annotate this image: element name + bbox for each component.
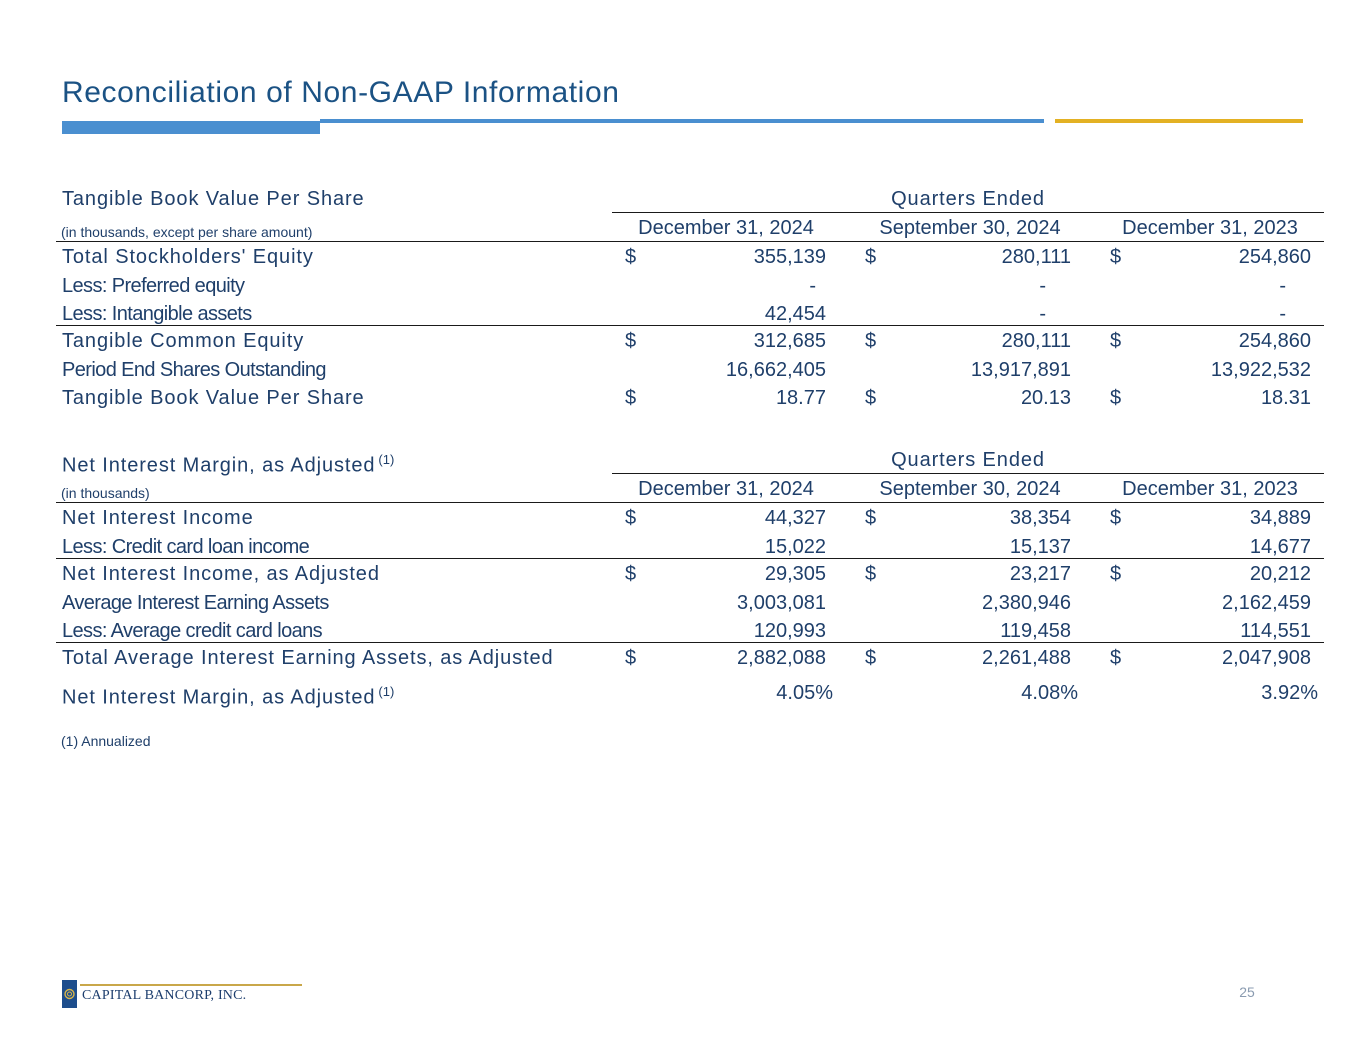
nim-note: (in thousands) (61, 485, 150, 501)
row-label: Less: Intangible assets (62, 303, 252, 325)
tbv-col-header: December 31, 2024 (638, 217, 814, 239)
nim-heading-text: Net Interest Margin, as Adjusted (62, 454, 376, 477)
cell-value: 2,261,488 (982, 647, 1071, 669)
cell-value: 13,922,532 (1210, 359, 1311, 381)
row-label-sup: (1) (378, 684, 395, 699)
currency-sign: $ (1110, 563, 1122, 585)
logo-divider (80, 984, 302, 986)
cell-value: 280,111 (1001, 246, 1071, 268)
cell-value: 254,860 (1238, 246, 1311, 268)
subtotal-rule (56, 558, 1324, 559)
tbv-col-header: December 31, 2023 (1122, 217, 1298, 239)
title-underline-thick (62, 121, 320, 134)
cell-value: - (809, 275, 816, 297)
cell-value: 18.31 (1260, 387, 1311, 409)
currency-sign: $ (865, 387, 877, 409)
nim-heading-sup: (1) (378, 452, 395, 467)
currency-sign: $ (1110, 647, 1122, 669)
nim-col-header: December 31, 2024 (638, 478, 814, 500)
row-label: Total Stockholders' Equity (62, 246, 314, 268)
tbv-columns-rule (56, 241, 1324, 242)
tbv-group-header: Quarters Ended (891, 188, 1045, 210)
cell-value: 20,212 (1249, 563, 1311, 585)
footnote: (1) Annualized (61, 733, 151, 749)
currency-sign: $ (1110, 507, 1122, 529)
row-label: Net Interest Income, as Adjusted (62, 563, 380, 585)
cell-value: 15,022 (764, 536, 826, 558)
cell-value: 3.92% (1261, 682, 1318, 704)
currency-sign: $ (625, 387, 637, 409)
cell-value: 4.05% (776, 682, 833, 704)
nim-group-header: Quarters Ended (891, 449, 1045, 471)
row-label-text: Net Interest Margin, as Adjusted (62, 686, 376, 709)
cell-value: 2,162,459 (1222, 592, 1311, 614)
cell-value: 15,137 (1009, 536, 1071, 558)
row-label: Tangible Book Value Per Share (62, 387, 365, 409)
cell-value: 114,551 (1240, 620, 1311, 642)
page-number: 25 (1239, 984, 1255, 1000)
nim-heading (62, 448, 394, 478)
cell-value: - (1039, 275, 1046, 297)
cell-value: 120,993 (753, 620, 826, 642)
tbv-col-header: September 30, 2024 (879, 217, 1061, 239)
cell-value: 2,380,946 (982, 592, 1071, 614)
cell-value: 16,662,405 (725, 359, 826, 381)
cell-value: - (1279, 275, 1286, 297)
currency-sign: $ (865, 647, 877, 669)
tbv-header-rule (612, 212, 1324, 213)
cell-value: 119,458 (1000, 620, 1071, 642)
currency-sign: $ (1110, 387, 1122, 409)
logo-mark-icon (62, 980, 77, 1008)
row-label: Less: Preferred equity (62, 275, 245, 297)
currency-sign: $ (625, 507, 637, 529)
cell-value: 34,889 (1249, 507, 1311, 529)
cell-value: 20.13 (1020, 387, 1071, 409)
cell-value: 13,917,891 (970, 359, 1071, 381)
currency-sign: $ (625, 647, 637, 669)
row-label: Net Interest Income (62, 507, 254, 529)
cell-value: 254,860 (1238, 330, 1311, 352)
row-label: Tangible Common Equity (62, 330, 305, 352)
title-underline-thin (320, 119, 1044, 123)
row-label (62, 680, 394, 710)
currency-sign: $ (625, 330, 637, 352)
row-label: Average Interest Earning Assets (62, 592, 329, 614)
currency-sign: $ (865, 330, 877, 352)
cell-value: 2,882,088 (737, 647, 826, 669)
page-title: Reconciliation of Non-GAAP Information (62, 76, 620, 109)
currency-sign: $ (865, 507, 877, 529)
nim-col-header: December 31, 2023 (1122, 478, 1298, 500)
currency-sign: $ (865, 246, 877, 268)
cell-value: 3,003,081 (737, 592, 826, 614)
cell-value: 18.77 (775, 387, 826, 409)
row-label: Period End Shares Outstanding (62, 359, 326, 381)
cell-value: 42,454 (764, 303, 826, 325)
row-label: Less: Average credit card loans (62, 620, 323, 642)
subtotal-rule (56, 325, 1324, 326)
currency-sign: $ (1110, 246, 1122, 268)
nim-header-rule (612, 473, 1324, 474)
row-label: Total Average Interest Earning Assets, as Adjusted (62, 647, 554, 669)
cell-value: 29,305 (764, 563, 826, 585)
title-underline-gold (1055, 119, 1303, 123)
subtotal-rule (56, 642, 1324, 643)
logo-text: CAPITAL BANCORP, INC. (82, 988, 247, 1003)
cell-value: 38,354 (1009, 507, 1071, 529)
row-label: Less: Credit card loan income (62, 536, 310, 558)
cell-value: 4.08% (1021, 682, 1078, 704)
cell-value: 355,139 (753, 246, 826, 268)
nim-col-header: September 30, 2024 (879, 478, 1061, 500)
currency-sign: $ (865, 563, 877, 585)
cell-value: 14,677 (1249, 536, 1311, 558)
cell-value: 44,327 (764, 507, 826, 529)
nim-columns-rule (56, 502, 1324, 503)
cell-value: - (1039, 303, 1046, 325)
cell-value: - (1279, 303, 1286, 325)
currency-sign: $ (625, 563, 637, 585)
cell-value: 280,111 (1001, 330, 1071, 352)
cell-value: 23,217 (1009, 563, 1071, 585)
tbv-note: (in thousands, except per share amount) (61, 224, 313, 240)
cell-value: 2,047,908 (1222, 647, 1311, 669)
currency-sign: $ (625, 246, 637, 268)
cell-value: 312,685 (753, 330, 826, 352)
currency-sign: $ (1110, 330, 1122, 352)
tbv-heading: Tangible Book Value Per Share (62, 188, 365, 210)
